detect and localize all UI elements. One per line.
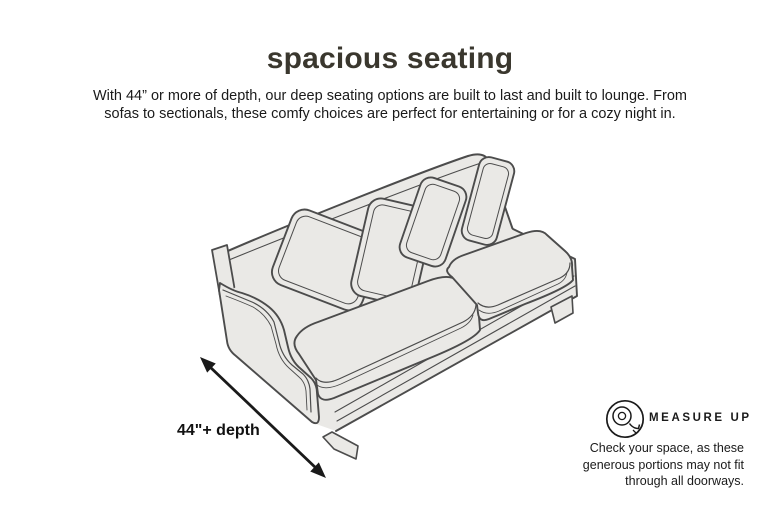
tape-measure-icon (607, 401, 643, 437)
page-title: spacious seating (266, 42, 514, 75)
intro-line-2: sofas to sectionals, these comfy choices are perfect for entertaining or for a cozy night in. (104, 105, 676, 122)
depth-dimension-label: 44"+ depth (177, 422, 260, 439)
measure-up-note-line-3: through all doorways. (625, 474, 744, 488)
measure-up-note-line-2: generous portions may not fit (582, 457, 744, 472)
measure-up-note (534, 440, 744, 490)
measure-up-heading: MEASURE UP (649, 412, 752, 424)
intro-line-1: With 44” or more of depth, our deep seating options are built to last and built to lounge. From (92, 88, 688, 104)
sofa-line-art (212, 154, 577, 459)
measure-up-note-line-1: Check your space, as these (589, 441, 744, 455)
sofa-foot-left (323, 432, 358, 459)
